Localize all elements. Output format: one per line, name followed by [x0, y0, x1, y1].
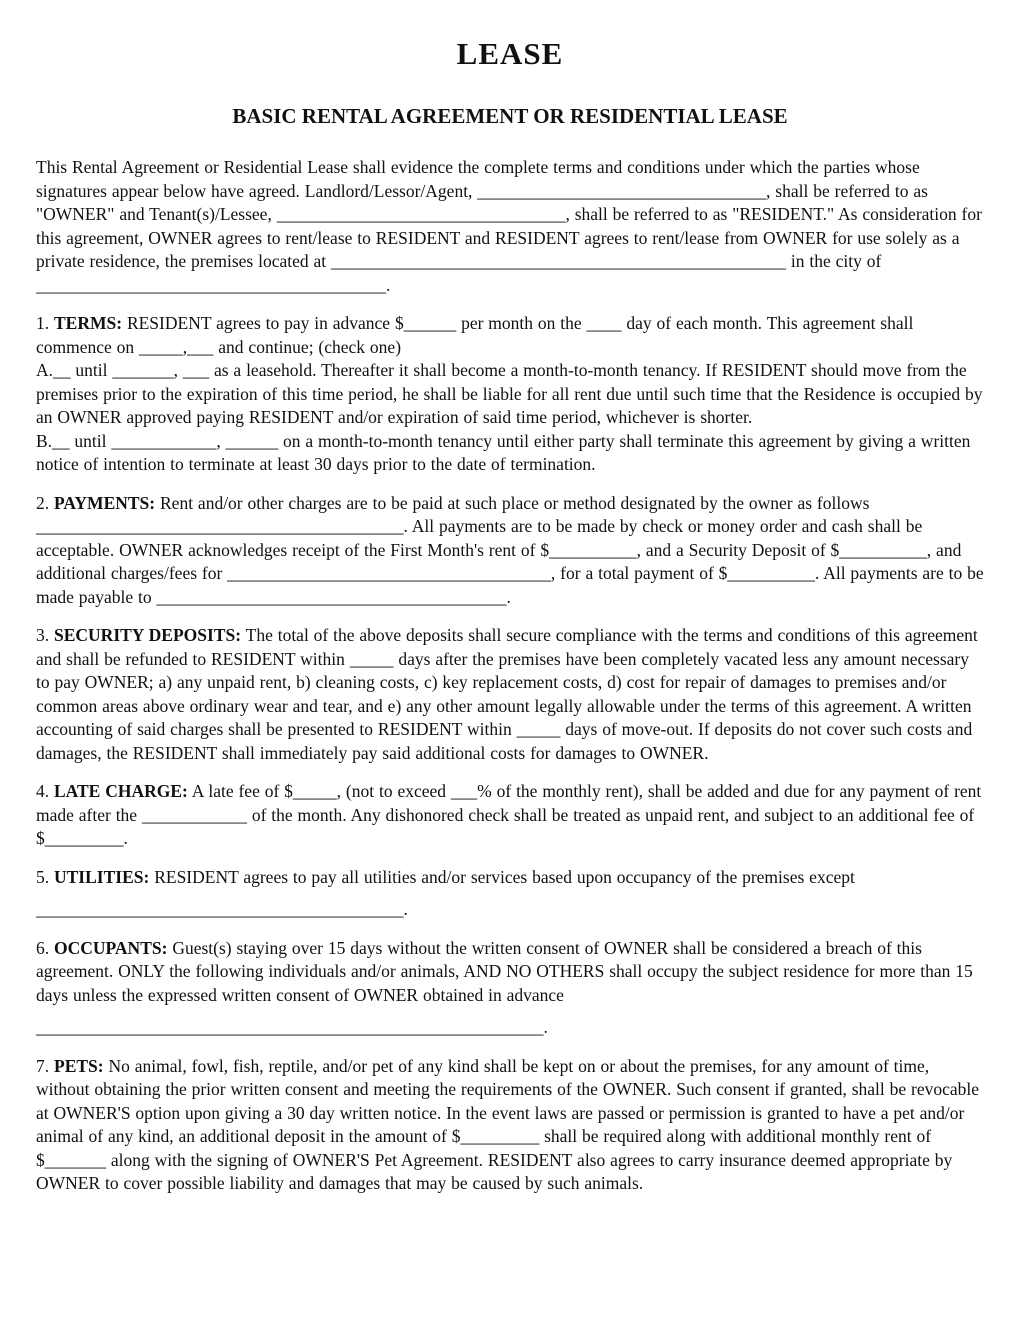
section-body: Guest(s) staying over 15 days without the written consent of OWNER shall be considered a breach of this agreement. ONLY the following individuals and/or animals, AND NO OTHERS shall occupy the subject residence for more than 15 days unless the expressed written consent of OWNER obtained in advance — [36, 937, 973, 1005]
section-terms — [36, 312, 984, 477]
document-title: LEASE — [456, 36, 564, 71]
section-utilities — [36, 866, 984, 922]
section-body: RESIDENT agrees to pay all utilities and/or services based upon occupancy of the premises except — [154, 866, 855, 887]
terms-clause-a: A.__ until _______, ___ as a leasehold. Thereafter it shall become a month-to-month tenancy. If RESIDENT should move from the premises prior to the expiration of this time period, he shall be liable for all rent due until such time that the Residence is occupied by an OWNER approved paying RESIDENT and/or expiration of said time period, whichever is shorter. — [36, 360, 983, 427]
section-number: 7. — [36, 1055, 50, 1076]
section-body: The total of the above deposits shall secure compliance with the terms and conditions of this agreement and shall be refunded to RESIDENT within _____ days after the premises have been completely vacated less any amount necessary to pay OWNER; a) any unpaid rent, b) cleaning costs, c) key replacement costs, d) cost for repair of damages to premises and/or common areas above ordinary wear and tear, and e) any other amount legally allowable under the terms of this agreement. A written accounting of said charges shall be presented to RESIDENT within _____ days of move-out. If deposits do not cover such costs and damages, the RESIDENT shall immediately pay said additional costs for damages to OWNER. — [36, 625, 978, 763]
section-body: Rent and/or other charges are to be paid at such place or method designated by the owner as follows __________________________________________. All payments are to be made by check or money order and cash shall be acceptable. OWNER acknowledges receipt of the First Month's rent of $__________, and a Security Deposit of $__________, and additional charges/fees for _____________________________________, for a total payment of $__________. All payments are to be made payable to ________________________________________. — [36, 492, 984, 607]
section-number: 2. — [36, 492, 50, 513]
section-body: RESIDENT agrees to pay in advance $______ per month on the ____ day of each month. This agreement shall commence on _____,___ and continue; (check one) — [36, 313, 914, 357]
section-payments — [36, 492, 984, 610]
occupants-blank-line: __________________________________________________________. — [36, 1017, 548, 1037]
section-pets — [36, 1055, 984, 1196]
section-pets-paragraph — [36, 1055, 984, 1196]
document-subtitle: BASIC RENTAL AGREEMENT OR RESIDENTIAL LEASE — [232, 104, 788, 128]
section-occupants — [36, 937, 984, 1040]
section-heading: PETS: — [54, 1055, 104, 1076]
section-number: 4. — [36, 781, 50, 801]
section-late-charge — [36, 780, 984, 851]
section-number: 6. — [36, 937, 50, 958]
section-heading: SECURITY DEPOSITS: — [54, 625, 242, 645]
terms-clause-b: B.__ until ____________, ______ on a month-to-month tenancy until either party shall terminate this agreement by giving a written notice of intention to terminate at least 30 days prior to the date of termination. — [36, 430, 971, 474]
section-occupants-paragraph — [36, 937, 984, 1008]
section-body: A late fee of $_____, (not to exceed ___% of the monthly rent), shall be added and due for any payment of rent made after the ____________ of the month. Any dishonored check shall be treated as unpaid rent, and subject to an additional fee of $_________. — [36, 781, 982, 848]
section-heading: LATE CHARGE: — [54, 781, 188, 801]
section-security-deposits-paragraph — [36, 624, 984, 765]
section-heading: OCCUPANTS: — [54, 937, 168, 958]
section-security-deposits — [36, 624, 984, 765]
utilities-blank-line: __________________________________________. — [36, 899, 408, 919]
section-number: 3. — [36, 625, 50, 645]
section-payments-paragraph — [36, 492, 984, 610]
section-utilities-paragraph — [36, 866, 984, 890]
section-number: 1. — [36, 313, 50, 333]
section-late-charge-paragraph — [36, 780, 984, 851]
intro-paragraph: This Rental Agreement or Residential Lease shall evidence the complete terms and conditions under which the parties whose signatures appear below have agreed. Landlord/Lessor/Agent, _________________________________, shall be referred to as "OWNER" and Tenant(s)/Lessee, _________________________________, shall be referred to as "RESIDENT." As consideration for this agreement, OWNER agrees to rent/lease to RESIDENT and RESIDENT agrees to rent/lease from OWNER for use solely as a private residence, the premises located at ____________________________________________________ in the city of ________________________________________. — [36, 157, 982, 295]
section-heading: TERMS: — [54, 313, 123, 333]
section-body: No animal, fowl, fish, reptile, and/or pet of any kind shall be kept on or about the premises, for any amount of time, without obtaining the prior written consent and meeting the requirements of the OWNER. Such consent if granted, shall be revocable at OWNER'S option upon giving a 30 day written notice. In the event laws are passed or permission is granted to have a pet and/or animal of any kind, an additional deposit in the amount of $_________ shall be required along with additional monthly rent of $_______ along with the signing of OWNER'S Pet Agreement. RESIDENT also agrees to carry insurance deemed appropriate by OWNER to cover possible liability and damages that may be caused by such animals. — [36, 1055, 980, 1193]
section-heading: PAYMENTS: — [54, 492, 156, 513]
section-terms-paragraph — [36, 312, 984, 359]
section-heading: UTILITIES: — [54, 866, 150, 887]
section-number: 5. — [36, 866, 50, 887]
